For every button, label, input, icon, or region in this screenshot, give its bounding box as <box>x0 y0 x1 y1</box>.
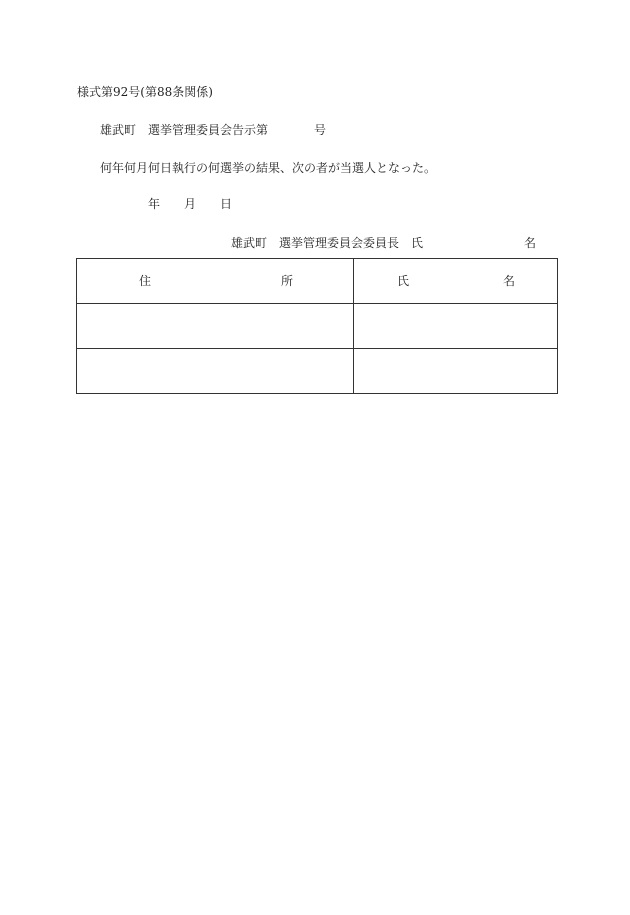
name-cell <box>354 349 558 394</box>
notice-line <box>100 123 326 137</box>
day-label: 日 <box>220 197 233 211</box>
address-header-char-2: 所 <box>281 274 294 288</box>
table-header-row <box>77 259 558 304</box>
signer-title: 雄武町 選挙管理委員会委員長 <box>231 236 400 250</box>
name-header-char-1: 氏 <box>397 274 410 288</box>
name-header <box>354 259 558 304</box>
signer-line <box>231 236 536 250</box>
notice-issuer: 雄武町 選挙管理委員会告示第 <box>100 123 269 137</box>
address-header <box>77 259 354 304</box>
signer-name-label-1: 氏 <box>411 236 424 250</box>
date-line <box>148 197 232 211</box>
month-label: 月 <box>184 197 197 211</box>
result-table <box>76 258 558 394</box>
name-cell <box>354 304 558 349</box>
name-header-char-2: 名 <box>503 274 516 288</box>
signer-name-label-2: 名 <box>524 236 537 250</box>
year-label: 年 <box>148 197 161 211</box>
form-number: 様式第92号(第88条関係) <box>77 85 213 99</box>
table-row <box>77 349 558 394</box>
table-row <box>77 304 558 349</box>
address-header-char-1: 住 <box>139 274 152 288</box>
address-cell <box>77 304 354 349</box>
body-text: 何年何月何日執行の何選挙の結果、次の者が当選人となった。 <box>100 161 437 175</box>
address-cell <box>77 349 354 394</box>
notice-number-label: 号 <box>314 123 327 137</box>
